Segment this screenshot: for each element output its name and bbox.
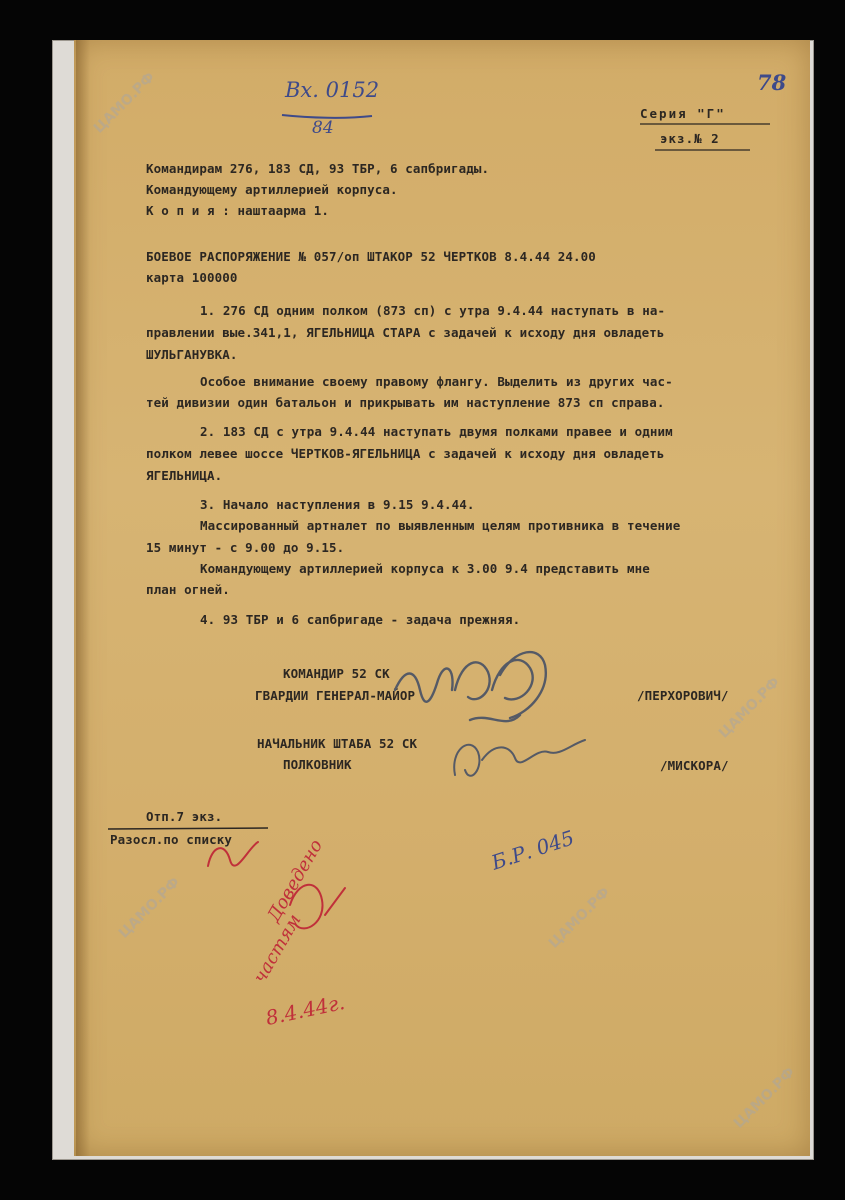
intake-stamp-underline — [282, 115, 372, 118]
addressee-line: Командующему артиллерией корпуса. — [146, 182, 398, 197]
commander-name: /ПЕРХОРОВИЧ/ — [637, 688, 729, 703]
copy-number: экз.№ 2 — [660, 131, 720, 146]
order-text-line: 4. 93 ТБР и 6 сапбригаде - задача прежняя. — [200, 612, 521, 627]
addressee-line: Командирам 276, 183 СД, 93 ТБР, 6 сапбригады. — [146, 161, 490, 176]
order-text-line: правлении вые.341,1, ЯГЕЛЬНИЦА СТАРА с задачей к исходу дня овладеть — [146, 325, 665, 340]
red-pencil-date: 8.4.44г. — [263, 989, 347, 1031]
distribution-note: Разосл.по списку — [110, 832, 233, 847]
watermark: ЦАМО.РФ — [115, 874, 184, 942]
copies-printed: Отп.7 экз. — [146, 809, 223, 824]
order-text-line: Командующему артиллерией корпуса к 3.00 9.4 представить мне — [200, 561, 650, 576]
commander-rank: ГВАРДИИ ГЕНЕРАЛ-МАЙОР — [255, 688, 416, 703]
order-text-line: 15 минут - с 9.00 до 9.15. — [146, 540, 345, 555]
watermark: ЦАМО.РФ — [715, 674, 784, 742]
order-text-line: ЯГЕЛЬНИЦА. — [146, 468, 223, 483]
order-text-line: ШУЛЬГАНУВКА. — [146, 347, 238, 362]
series-label: Серия "Г" — [640, 106, 726, 121]
chief-of-staff-name: /МИСКОРА/ — [660, 758, 729, 773]
watermark: ЦАМО.РФ — [730, 1064, 799, 1132]
order-title: БОЕВОЕ РАСПОРЯЖЕНИЕ № 057/оп ШТАКОР 52 ЧЕРТКОВ 8.4.44 24.00 — [146, 249, 596, 264]
red-pencil-scrawl — [208, 842, 345, 928]
commander-title: КОМАНДИР 52 СК — [283, 666, 390, 681]
commander-signature — [395, 652, 546, 721]
archive-page-number: 78 — [757, 70, 787, 95]
intake-stamp-number: Вх. 0152 — [285, 78, 380, 102]
watermark: ЦАМО.РФ — [545, 884, 614, 952]
order-text-line: Массированный артналет по выявленным целям противника в течение — [200, 518, 681, 533]
distribution-underline — [108, 828, 268, 829]
chief-of-staff-title: НАЧАЛЬНИК ШТАБА 52 СК — [257, 736, 418, 751]
order-text-line: 3. Начало наступления в 9.15 9.4.44. — [200, 497, 475, 512]
chief-of-staff-signature — [454, 740, 585, 776]
order-text-line: 2. 183 СД с утра 9.4.44 наступать двумя полками правее и одним — [200, 424, 673, 439]
blue-pencil-note: Б.Р. 045 — [488, 825, 578, 875]
red-pencil-note: Доведено — [263, 835, 328, 926]
order-text-line: тей дивизии один батальон и прикрывать им наступление 873 сп справа. — [146, 395, 665, 410]
order-text-line: план огней. — [146, 582, 230, 597]
red-pencil-note: частям — [249, 910, 306, 987]
copy-recipient-line: К о п и я : наштаарма 1. — [146, 203, 330, 218]
order-text-line: полком левее шоссе ЧЕРТКОВ-ЯГЕЛЬНИЦА с задачей к исходу дня овладеть — [146, 446, 665, 461]
copy-number-underline — [640, 124, 770, 150]
intake-stamp-sub: 84 — [312, 118, 334, 138]
chief-of-staff-rank: ПОЛКОВНИК — [283, 757, 352, 772]
map-reference: карта 100000 — [146, 270, 238, 285]
watermark: ЦАМО.РФ — [90, 69, 159, 137]
order-text-line: 1. 276 СД одним полком (873 сп) с утра 9.4.44 наступать в на- — [200, 303, 666, 318]
order-text-line: Особое внимание своему правому флангу. Выделить из других час- — [200, 374, 673, 389]
